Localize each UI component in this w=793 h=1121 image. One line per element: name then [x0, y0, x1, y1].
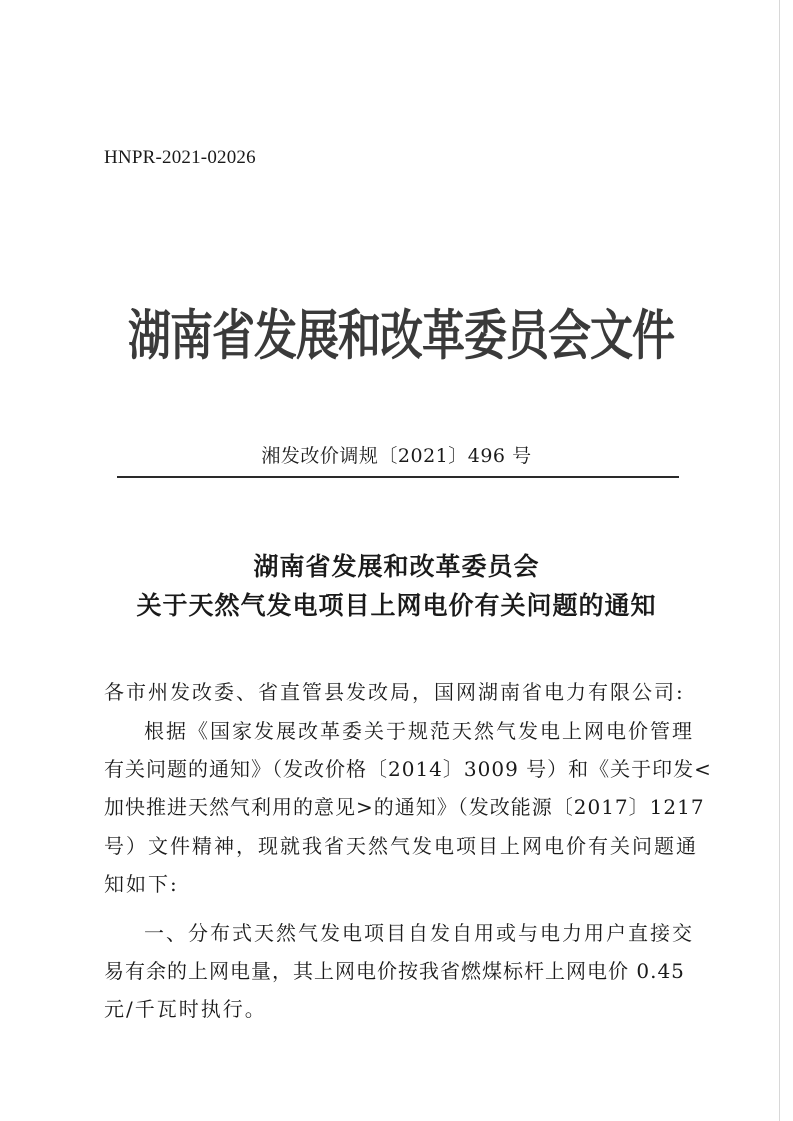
document-code: HNPR-2021-02026: [104, 147, 256, 168]
paragraph-1-line-1: 根据《国家发展改革委关于规范天然气发电上网电价管理: [144, 719, 694, 743]
recipients: 各市州发改委、省直管县发改局，国网湖南省电力有限公司:: [104, 680, 685, 704]
header-rule: [117, 476, 679, 478]
paragraph-1-line-3: 加快推进天然气利用的意见>的通知》（发改能源〔2017〕1217: [104, 795, 705, 819]
paragraph-1-line-4: 号）文件精神，现就我省天然气发电项目上网电价有关问题通: [104, 834, 698, 858]
issuer-header: 湖南省发展和改革委员会文件: [128, 305, 674, 368]
paragraph-1-line-2: 有关问题的通知》（发改价格〔2014〕3009 号）和《关于印发<: [104, 757, 712, 781]
paragraph-2-line-1: 一、分布式天然气发电项目自发自用或与电力用户直接交: [144, 921, 694, 945]
title-line-1: 湖南省发展和改革委员会: [253, 552, 540, 581]
paragraph-1-line-5: 知如下:: [104, 872, 179, 896]
paragraph-2-line-2: 易有余的上网电量，其上网电价按我省燃煤标杆上网电价 0.45: [104, 959, 685, 983]
title-line-2: 关于天然气发电项目上网电价有关问题的通知: [136, 591, 657, 620]
paragraph-2-line-3: 元/千瓦时执行。: [104, 997, 267, 1021]
document-number: 湘发改价调规〔2021〕496 号: [261, 445, 532, 467]
